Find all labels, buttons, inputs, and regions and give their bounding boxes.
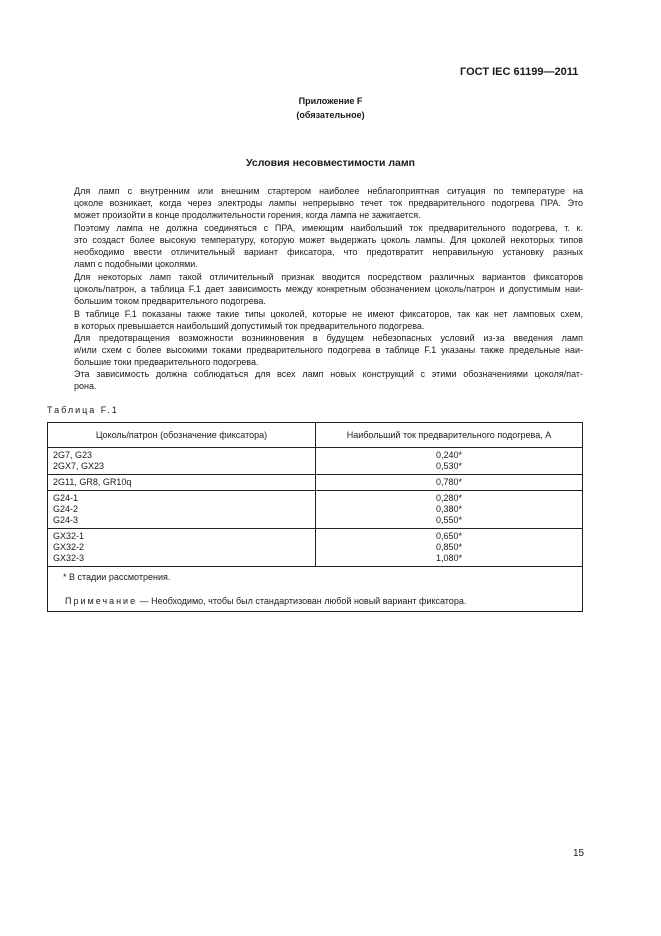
paragraph-line: В таблице F.1 показаны также такие типы цоколей, которые не имеют фиксаторов, так как нет ламповых схем, xyxy=(74,309,583,319)
paragraph-line: необходимо ввести отличительный вариант фиксатора, что предотвратит неправильную установку разных xyxy=(74,247,583,257)
table-note xyxy=(48,587,582,611)
paragraph-line: и/или схем с более высокими токами предварительного подогрева в таблице F.1 указаны также предельные наи- xyxy=(74,345,583,355)
paragraph-line: большие токи предварительного подогрева. xyxy=(74,357,259,367)
paragraph-line: это создаст более высокую температуру, которую может выдержать цоколь лампы. Для цоколей некоторых типов xyxy=(74,235,583,245)
annex-title: Приложение F xyxy=(298,96,363,106)
paragraph-line: Для ламп с внутренним или внешним стартером наиболее неблагоприятная ситуация по температуре на xyxy=(74,186,583,196)
cell-currents: 0,280* 0,380* 0,550* xyxy=(316,491,583,529)
paragraph-line: цоколе возникает, когда через электроды лампы непрерывно течет ток предварительного подогрева ПРА. Это xyxy=(74,198,583,208)
header-base: Цоколь/патрон (обозначение фиксатора) xyxy=(48,423,316,448)
paragraph-3 xyxy=(47,271,583,307)
cell-currents: 0,780* xyxy=(316,475,583,491)
table-row xyxy=(48,475,583,491)
paragraph-line: ламп с подобными цоколями. xyxy=(74,259,198,269)
paragraph-6 xyxy=(47,368,583,392)
table-notes-row xyxy=(48,567,583,612)
section-title: Условия несовместимости ламп xyxy=(245,157,415,169)
cell-bases: G24-1 G24-2 G24-3 xyxy=(48,491,316,529)
document-header: ГОСТ IEC 61199—2011 xyxy=(460,66,579,78)
notes-cell xyxy=(48,567,583,612)
paragraph-line: цоколь/патрон, а таблица F.1 дает зависимость между конкретным обозначением цоколь/патрон и допустимым наи- xyxy=(74,284,583,294)
paragraph-line: может произойти в конце продолжительности горения, когда лампа не зажигается. xyxy=(74,210,421,220)
paragraph-line: Для некоторых ламп такой отличительный признак вводится посредством различных вариантов фиксаторов xyxy=(74,272,583,282)
annex-status: (обязательное) xyxy=(296,110,365,120)
table-f1 xyxy=(47,422,583,612)
table-caption: Таблица F.1 xyxy=(47,405,119,415)
paragraph-line: Поэтому лампа не должна соединяться с ПРА, имеющим наибольший ток предварительного подогрева, т. к. xyxy=(74,223,583,233)
paragraph-line: в которых превышается наибольший допустимый ток предварительного подогрева. xyxy=(74,321,425,331)
page-number: 15 xyxy=(573,848,585,859)
cell-currents: 0,240* 0,530* xyxy=(316,448,583,475)
paragraph-4 xyxy=(47,308,583,332)
cell-bases: 2G11, GR8, GR10q xyxy=(48,475,316,491)
paragraph-line: рона. xyxy=(74,381,97,391)
table-row xyxy=(48,529,583,567)
header-current: Наибольший ток предварительного подогрева, А xyxy=(316,423,583,448)
cell-bases: GX32-1 GX32-2 GX32-3 xyxy=(48,529,316,567)
table-footnote: * В стадии рассмотрения. xyxy=(63,572,171,582)
paragraph-2 xyxy=(47,222,583,270)
paragraph-5 xyxy=(47,332,583,368)
paragraph-1 xyxy=(47,185,583,221)
paragraph-line: Эта зависимость должна соблюдаться для всех ламп новых конструкций с этими обозначениями цоколя/пат- xyxy=(74,369,583,379)
table-row xyxy=(48,448,583,475)
table-header-row xyxy=(48,423,583,448)
note-text: — Необходимо, чтобы был стандартизован любой новый вариант фиксатора. xyxy=(137,596,467,606)
paragraph-line: большим током предварительного подогрева. xyxy=(74,296,266,306)
cell-currents: 0,650* 0,850* 1,080* xyxy=(316,529,583,567)
note-label: Примечание xyxy=(65,596,138,606)
table-row xyxy=(48,491,583,529)
cell-bases: 2G7, G23 2GX7, GX23 xyxy=(48,448,316,475)
paragraph-line: Для предотвращения возможности возникновения в будущем небезопасных условий из-за введения ламп xyxy=(74,333,583,343)
